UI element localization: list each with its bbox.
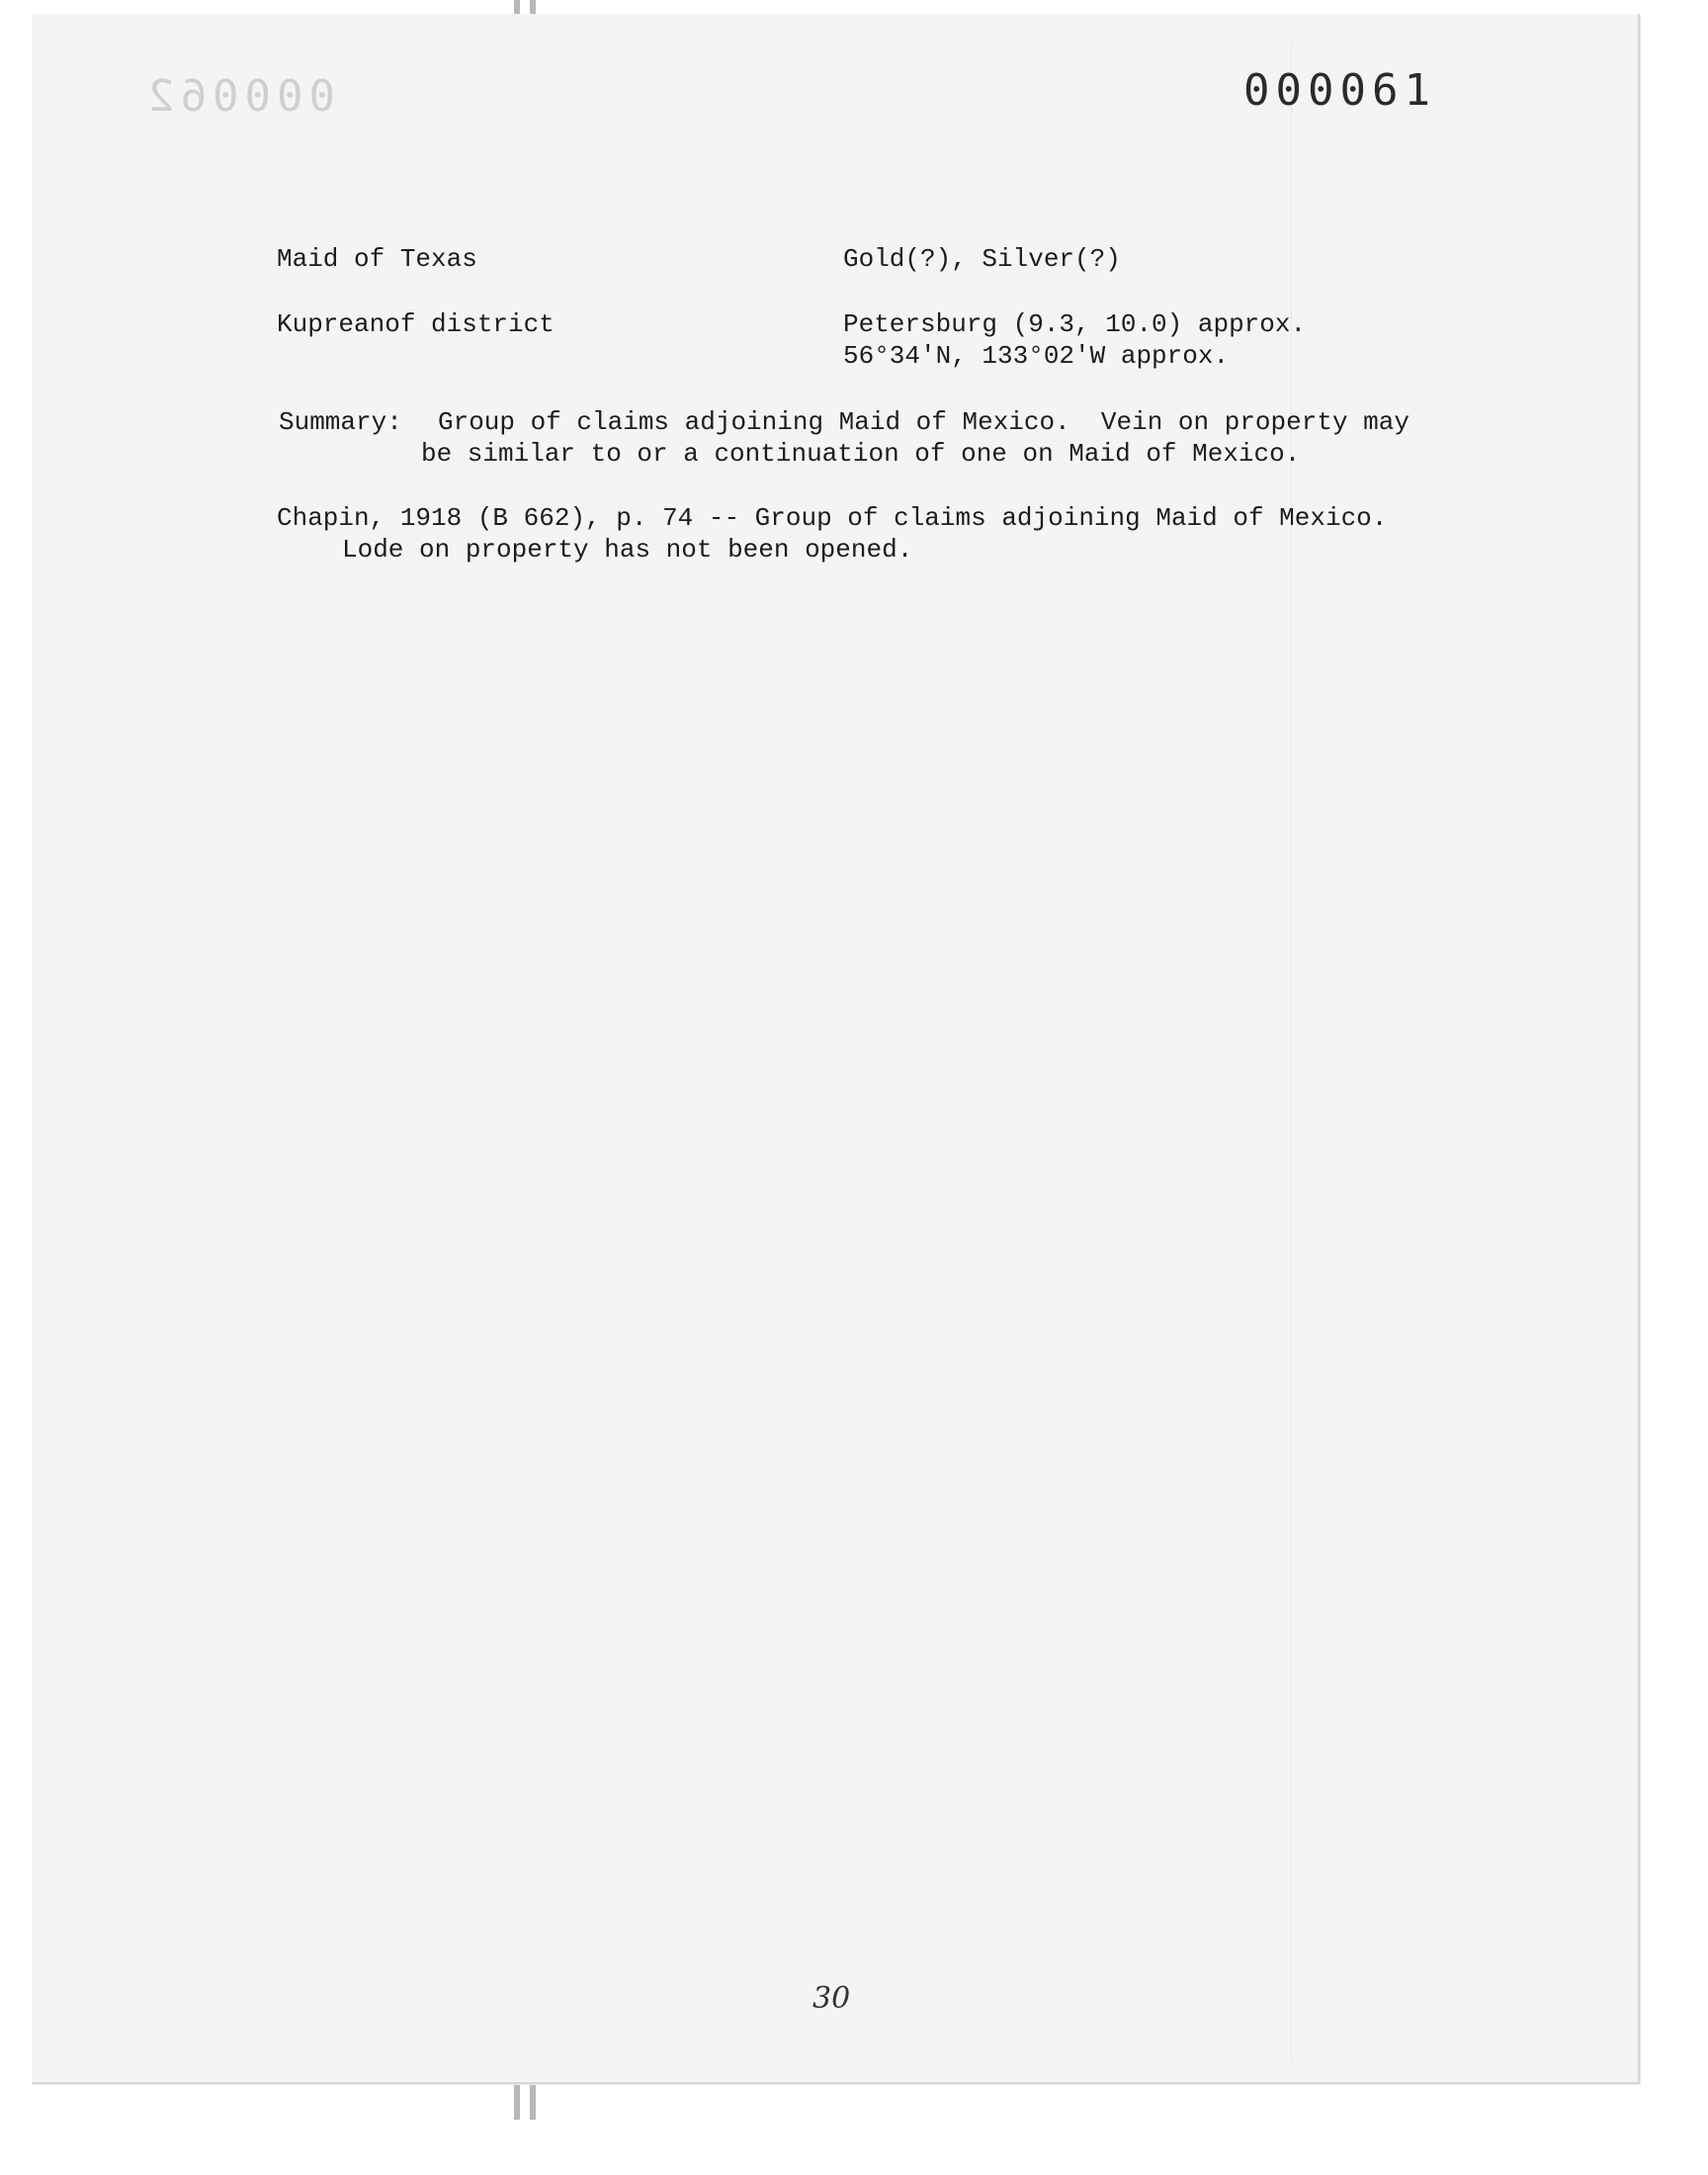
document-page	[32, 14, 1640, 2084]
scan-artifact	[530, 2080, 536, 2120]
page-number-stamp: 000061	[1243, 65, 1436, 116]
property-name: Maid of Texas	[277, 244, 477, 274]
reference-line-2: Lode on property has not been opened.	[342, 535, 913, 565]
handwritten-page-number: 30	[812, 1981, 851, 2016]
scan-artifact	[514, 2080, 520, 2120]
summary-label: Summary:	[279, 407, 402, 437]
commodities: Gold(?), Silver(?)	[843, 244, 1121, 274]
district: Kupreanof district	[277, 309, 555, 339]
fold-line	[1291, 44, 1292, 2060]
coordinates: 56°34'N, 133°02'W approx.	[843, 341, 1230, 371]
quadrangle: Petersburg (9.3, 10.0) approx.	[843, 309, 1307, 339]
summary-line-1: Group of claims adjoining Maid of Mexico. Vein on property may	[438, 407, 1409, 437]
summary-line-2: be similar to or a continuation of one on Maid of Mexico.	[421, 439, 1301, 469]
reference-line-1: Chapin, 1918 (B 662), p. 74 -- Group of claims adjoining Maid of Mexico.	[277, 503, 1388, 533]
bleed-through-number: 000062	[142, 71, 335, 122]
